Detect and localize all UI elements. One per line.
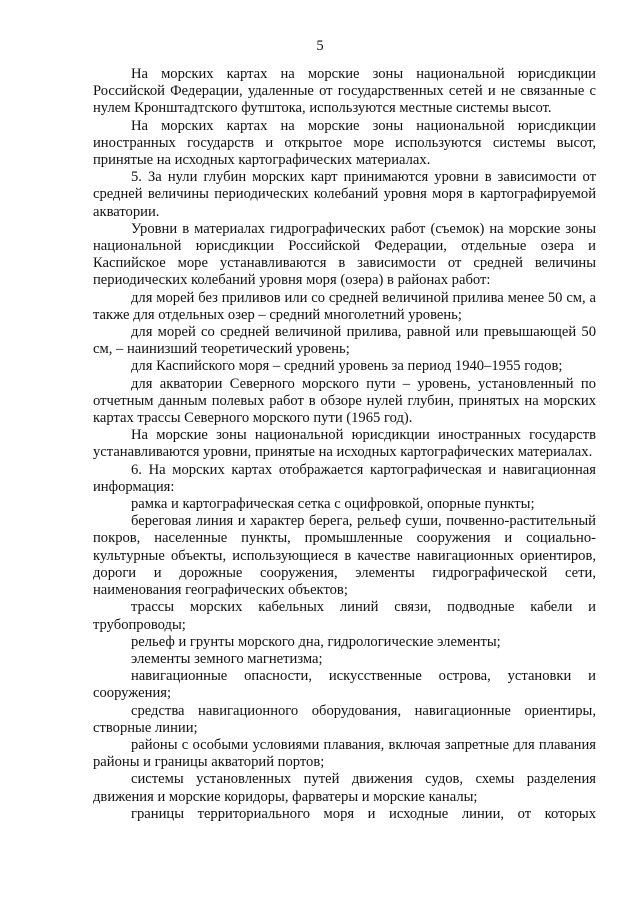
paragraph: для Каспийского моря – средний уровень за период 1940–1955 годов; xyxy=(131,358,563,375)
paragraph: береговая линия и характер берега, рельеф суши, почвенно-растительный покров, населенные пункты, промышленные сооружения и социально-культурные объекты, использующиеся в качестве навигационных ориентиров, дороги и дорожные сооружения, элементы гидрографической сети, наименования географических объектов; xyxy=(93,513,596,599)
paragraph: границы территориального моря и исходные линии, от которых xyxy=(131,805,596,822)
paragraph: рамка и картографическая сетка с оцифровкой, опорные пункты; xyxy=(131,496,535,513)
paragraph: для морей со средней величиной прилива, равной или превышающей 50 см, – наинизший теоретический уровень; xyxy=(93,324,596,358)
paragraph: На морские зоны национальной юрисдикции иностранных государств устанавливаются уровни, принятые на исходных картографических материалах. xyxy=(93,427,596,461)
paragraph: рельеф и грунты морского дна, гидрологические элементы; xyxy=(131,633,501,650)
paragraph: 5. За нули глубин морских карт принимаются уровни в зависимости от средней величины периодических колебаний уровня моря в картографируемой акватории. xyxy=(93,169,596,220)
paragraph: районы с особыми условиями плавания, включая запретные для плавания районы и границы акваторий портов; xyxy=(93,736,596,771)
paragraph: для морей без приливов или со средней величиной прилива менее 50 см, а также для отдельных озер – средний многолетний уровень; xyxy=(93,289,596,323)
paragraph: На морских картах на морские зоны национальной юрисдикции иностранных государств и открытое море используются системы высот, принятые на исходных картографических материалах. xyxy=(93,117,596,169)
paragraph: трассы морских кабельных линий связи, подводные кабели и трубопроводы; xyxy=(93,599,596,633)
paragraph: для акватории Северного морского пути – уровень, установленный по отчетным данным полевых работ в обзоре нулей глубин, принятых на морских картах трассы Северного морского пути (1965 год). xyxy=(93,375,596,427)
paragraph: 6. На морских картах отображается картографическая и навигационная информация: xyxy=(93,461,596,495)
paragraph: системы установленных путей движения судов, схемы разделения движения и морские коридоры, фарватеры и морские каналы; xyxy=(93,771,596,805)
paragraph: элементы земного магнетизма; xyxy=(131,650,323,667)
document-body xyxy=(93,66,596,823)
paragraph: средства навигационного оборудования, навигационные ориентиры, створные линии; xyxy=(93,702,596,736)
page-number: 5 xyxy=(316,38,324,54)
paragraph: навигационные опасности, искусственные острова, установки и сооружения; xyxy=(93,668,596,702)
paragraph: На морских картах на морские зоны национальной юрисдикции Российской Федерации, удаленные от государственных сетей и не связанные с нулем Кронштадтского футштока, используются местные системы высот. xyxy=(93,66,596,117)
paragraph: Уровни в материалах гидрографических работ (съемок) на морские зоны национальной юрисдикции Российской Федерации, отдельные озера и Каспийское море устанавливаются в зависимости от средней величины периодических колебаний уровня моря (озера) в районах работ: xyxy=(93,220,596,289)
